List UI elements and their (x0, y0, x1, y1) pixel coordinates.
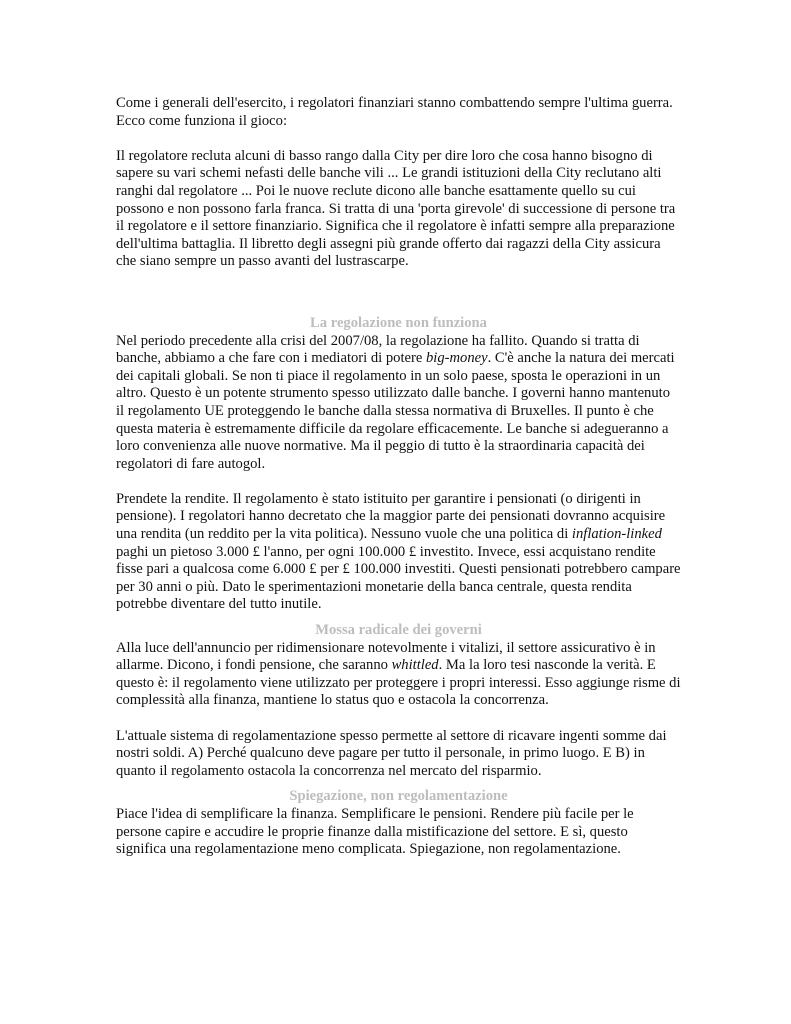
text-run: . Ma la loro tesi nasconde la verità. E questo è: il regolamento viene utilizzato per proteggere i propri interessi. Esso aggiunge risme di complessità alla finanza, mantiene lo status quo e ostacola la concorrenza. (116, 657, 681, 709)
section1-paragraph-1 (116, 333, 681, 474)
text-run: Alla luce dell'annuncio per ridimensionare notevolmente i vitalizi, il settore assicurativo è in allarme. Dicono, i fondi pensione, che saranno (116, 639, 656, 674)
paragraph-spacer (116, 710, 681, 728)
section-heading-mossa: Mossa radicale dei governi (315, 622, 482, 639)
italic-term: big-money (425, 350, 488, 367)
intro-paragraph-1: Come i generali dell'esercito, i regolatori finanziari stanno combattendo sempre l'ultima guerra. Ecco come funziona il gioco: (116, 95, 673, 129)
section2-paragraph-1 (116, 640, 681, 710)
text-run: . C'è anche la natura dei mercati dei capitali globali. Se non ti piace il regolamento in un solo paese, sposta le operazioni in un altro. Questo è un potente strumento spesso utilizzato dalle banche. I governi hanno mantenuto il regolamento UE proteggendo le banche dalla stessa normativa di Bruxelles. Il punto è che questa materia è estremamente difficile da regolare efficacemente. Le banche si adegueranno a loro convenienza alle nuove normative. Ma il peggio di tutto è la straordinaria capacità dei regolatori di fare autogol. (116, 350, 675, 472)
paragraph-spacer (116, 473, 681, 491)
section2-paragraph-2: L'attuale sistema di regolamentazione spesso permette al settore di ricavare ingenti somme dai nostri soldi. A) Perché qualcuno deve pagare per tutto il personale, in primo luogo. E B) in quanto il regolamento ostacola la concorrenza nel mercato del risparmio. (116, 727, 667, 779)
intro-paragraph-2: Il regolatore recluta alcuni di basso rango dalla City per dire loro che cosa hanno bisogno di sapere su vari schemi nefasti delle banche vili ... Le grandi istituzioni della City reclutano alti ranghi dal regolatore ... Poi le nuove reclute dicono alle banche esattamente quello su cui possono e non possono farla franca. Si tratta di una 'porta girevole' di successione di persone tra il regolatore e il settore finanziario. Significa che il regolatore è infatti sempre alla preparazione dell'ultima battaglia. Il libretto degli assegni più grande offerto dai ragazzi della City assicura che siano sempre un passo avanti del lustrascarpe. (116, 147, 676, 270)
paragraph-spacer (116, 130, 681, 148)
section1-paragraph-2 (116, 491, 681, 614)
section3-paragraph-1: Piace l'idea di semplificare la finanza. Semplificare le pensioni. Rendere più facile per le persone capire e accudire le proprie finanze dalla mistificazione del settore. E sì, questo significa una regolamentazione meno complicata. Spiegazione, non regolamentazione. (116, 805, 634, 858)
section-spacer (116, 271, 681, 315)
section-heading-regolazione: La regolazione non funziona (310, 314, 487, 331)
italic-term: inflation-linked (571, 526, 662, 543)
text-run: Nel periodo precedente alla crisi del 2007/08, la regolazione ha fallito. Quando si tratta di banche, abbiamo a che fare con i mediatori di potere (116, 332, 640, 367)
section-heading-spiegazione: Spiegazione, non regolamentazione (289, 788, 508, 805)
text-run: paghi un pietoso 3.000 £ l'anno, per ogni 100.000 £ investito. Invece, essi acquistano rendite fisse pari a qualcosa come 6.000 £ per £ 100.000 investiti. Questi pensionati potrebbero campare per 30 anni o più. Dato le sperimentazioni monetarie della banca centrale, questa rendita potrebbe diventare del tutto inutile. (116, 543, 681, 613)
document-page (116, 95, 681, 859)
text-run: Prendete la rendite. Il regolamento è stato istituito per garantire i pensionati (o dirigenti in pensione). I regolatori hanno decretato che la maggior parte dei pensionati dovranno acquisire una rendita (un reddito per la vita politica). Nessuno vuole che una politica di (116, 490, 666, 543)
italic-term: whittled (391, 657, 439, 674)
